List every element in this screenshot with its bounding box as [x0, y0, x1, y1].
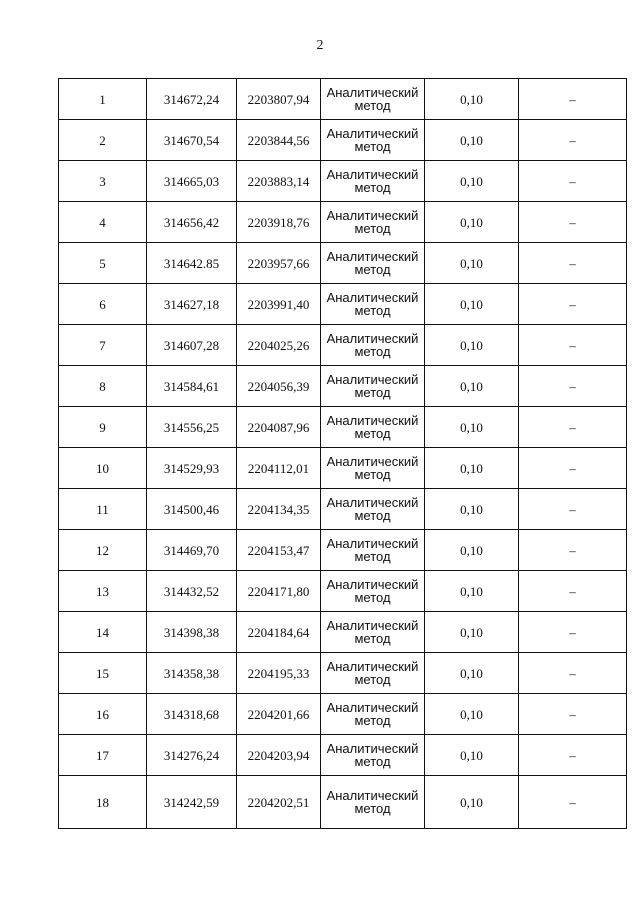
method-cell — [321, 407, 425, 448]
method-cell — [321, 79, 425, 120]
x-coordinate-cell: 314670,54 — [147, 120, 237, 161]
x-coordinate-cell: 314672,24 — [147, 79, 237, 120]
table-row — [59, 284, 627, 325]
x-coordinate-cell: 314584,61 — [147, 366, 237, 407]
point-number-cell: 17 — [59, 735, 147, 776]
method-text-line: метод — [354, 590, 391, 605]
x-coordinate-cell: 314318,68 — [147, 694, 237, 735]
point-number-cell: 10 — [59, 448, 147, 489]
y-coordinate-cell: 2203918,76 — [237, 202, 321, 243]
table-row — [59, 79, 627, 120]
table-row — [59, 530, 627, 571]
method-text-line: Аналитический — [326, 659, 419, 674]
method-text-line: метод — [354, 631, 391, 646]
accuracy-cell: 0,10 — [425, 407, 519, 448]
x-coordinate-cell: 314398,38 — [147, 612, 237, 653]
accuracy-cell: 0,10 — [425, 653, 519, 694]
point-number-cell: 3 — [59, 161, 147, 202]
x-coordinate-cell: 314607,28 — [147, 325, 237, 366]
accuracy-cell: 0,10 — [425, 79, 519, 120]
method-text-line: метод — [354, 385, 391, 400]
point-number-cell: 15 — [59, 653, 147, 694]
y-coordinate-cell: 2204184,64 — [237, 612, 321, 653]
accuracy-cell: 0,10 — [425, 776, 519, 829]
method-text-line: Аналитический — [326, 741, 419, 756]
table-row — [59, 120, 627, 161]
point-number-cell: 16 — [59, 694, 147, 735]
x-coordinate-cell: 314358,38 — [147, 653, 237, 694]
x-coordinate-cell: 314469,70 — [147, 530, 237, 571]
method-text-line: Аналитический — [326, 167, 419, 182]
y-coordinate-cell: 2204203,94 — [237, 735, 321, 776]
point-number-cell: 5 — [59, 243, 147, 284]
accuracy-cell: 0,10 — [425, 448, 519, 489]
y-coordinate-cell: 2204056,39 — [237, 366, 321, 407]
method-text-line: Аналитический — [326, 249, 419, 264]
note-cell: – — [519, 776, 627, 829]
note-cell: – — [519, 79, 627, 120]
method-cell — [321, 325, 425, 366]
method-text-line: Аналитический — [326, 290, 419, 305]
method-text-line: Аналитический — [326, 126, 419, 141]
note-cell: – — [519, 653, 627, 694]
method-text-line: метод — [354, 303, 391, 318]
page-number: 2 — [316, 38, 324, 53]
x-coordinate-cell: 314665,03 — [147, 161, 237, 202]
method-text-line: Аналитический — [326, 331, 419, 346]
method-text-line: метод — [354, 344, 391, 359]
point-number-cell: 9 — [59, 407, 147, 448]
point-number-cell: 2 — [59, 120, 147, 161]
y-coordinate-cell: 2203807,94 — [237, 79, 321, 120]
y-coordinate-cell: 2204134,35 — [237, 489, 321, 530]
table-row — [59, 243, 627, 284]
note-cell: – — [519, 612, 627, 653]
note-cell: – — [519, 243, 627, 284]
method-cell — [321, 243, 425, 284]
table-row — [59, 694, 627, 735]
method-text-line: метод — [354, 508, 391, 523]
note-cell: – — [519, 366, 627, 407]
method-text-line: метод — [354, 98, 391, 113]
accuracy-cell: 0,10 — [425, 571, 519, 612]
method-cell — [321, 284, 425, 325]
accuracy-cell: 0,10 — [425, 694, 519, 735]
method-cell — [321, 735, 425, 776]
method-text-line: Аналитический — [326, 788, 419, 803]
method-cell — [321, 530, 425, 571]
x-coordinate-cell: 314242,59 — [147, 776, 237, 829]
method-text-line: Аналитический — [326, 700, 419, 715]
method-text-line: Аналитический — [326, 85, 419, 100]
method-text-line: метод — [354, 426, 391, 441]
accuracy-cell: 0,10 — [425, 202, 519, 243]
accuracy-cell: 0,10 — [425, 284, 519, 325]
note-cell: – — [519, 694, 627, 735]
accuracy-cell: 0,10 — [425, 530, 519, 571]
point-number-cell: 8 — [59, 366, 147, 407]
x-coordinate-cell: 314642.85 — [147, 243, 237, 284]
method-cell — [321, 448, 425, 489]
method-cell — [321, 653, 425, 694]
y-coordinate-cell: 2204171,80 — [237, 571, 321, 612]
method-text-line: Аналитический — [326, 208, 419, 223]
note-cell: – — [519, 284, 627, 325]
x-coordinate-cell: 314529,93 — [147, 448, 237, 489]
point-number-cell: 7 — [59, 325, 147, 366]
method-text-line: метод — [354, 221, 391, 236]
method-text-line: Аналитический — [326, 372, 419, 387]
x-coordinate-cell: 314656,42 — [147, 202, 237, 243]
table-row — [59, 612, 627, 653]
y-coordinate-cell: 2204153,47 — [237, 530, 321, 571]
accuracy-cell: 0,10 — [425, 120, 519, 161]
method-cell — [321, 120, 425, 161]
y-coordinate-cell: 2203991,40 — [237, 284, 321, 325]
note-cell: – — [519, 530, 627, 571]
method-text-line: метод — [354, 713, 391, 728]
table-row — [59, 202, 627, 243]
y-coordinate-cell: 2204202,51 — [237, 776, 321, 829]
method-cell — [321, 489, 425, 530]
accuracy-cell: 0,10 — [425, 325, 519, 366]
x-coordinate-cell: 314627,18 — [147, 284, 237, 325]
y-coordinate-cell: 2204112,01 — [237, 448, 321, 489]
note-cell: – — [519, 735, 627, 776]
table-row — [59, 325, 627, 366]
point-number-cell: 18 — [59, 776, 147, 829]
note-cell: – — [519, 120, 627, 161]
point-number-cell: 12 — [59, 530, 147, 571]
point-number-cell: 13 — [59, 571, 147, 612]
point-number-cell: 1 — [59, 79, 147, 120]
accuracy-cell: 0,10 — [425, 366, 519, 407]
table-row — [59, 407, 627, 448]
x-coordinate-cell: 314500,46 — [147, 489, 237, 530]
point-number-cell: 11 — [59, 489, 147, 530]
y-coordinate-cell: 2204201,66 — [237, 694, 321, 735]
method-text-line: Аналитический — [326, 618, 419, 633]
note-cell: – — [519, 161, 627, 202]
note-cell: – — [519, 448, 627, 489]
accuracy-cell: 0,10 — [425, 161, 519, 202]
note-cell: – — [519, 571, 627, 612]
table-row — [59, 161, 627, 202]
note-cell: – — [519, 325, 627, 366]
method-text-line: Аналитический — [326, 413, 419, 428]
method-cell — [321, 571, 425, 612]
method-text-line: Аналитический — [326, 536, 419, 551]
method-text-line: метод — [354, 672, 391, 687]
method-text-line: метод — [354, 139, 391, 154]
y-coordinate-cell: 2204195,33 — [237, 653, 321, 694]
method-cell — [321, 612, 425, 653]
coordinates-table — [58, 78, 627, 829]
method-text-line: метод — [354, 180, 391, 195]
method-text-line: метод — [354, 262, 391, 277]
y-coordinate-cell: 2203957,66 — [237, 243, 321, 284]
table-row — [59, 653, 627, 694]
method-text-line: метод — [354, 801, 391, 816]
accuracy-cell: 0,10 — [425, 735, 519, 776]
method-cell — [321, 161, 425, 202]
point-number-cell: 14 — [59, 612, 147, 653]
x-coordinate-cell: 314432,52 — [147, 571, 237, 612]
table-row — [59, 735, 627, 776]
table-row — [59, 448, 627, 489]
note-cell: – — [519, 489, 627, 530]
accuracy-cell: 0,10 — [425, 489, 519, 530]
method-text-line: Аналитический — [326, 454, 419, 469]
x-coordinate-cell: 314556,25 — [147, 407, 237, 448]
note-cell: – — [519, 202, 627, 243]
x-coordinate-cell: 314276,24 — [147, 735, 237, 776]
accuracy-cell: 0,10 — [425, 243, 519, 284]
y-coordinate-cell: 2204087,96 — [237, 407, 321, 448]
method-text-line: Аналитический — [326, 495, 419, 510]
table-row — [59, 366, 627, 407]
method-text-line: Аналитический — [326, 577, 419, 592]
y-coordinate-cell: 2203844,56 — [237, 120, 321, 161]
y-coordinate-cell: 2204025,26 — [237, 325, 321, 366]
table-row — [59, 776, 627, 829]
table-row — [59, 489, 627, 530]
method-cell — [321, 366, 425, 407]
accuracy-cell: 0,10 — [425, 612, 519, 653]
method-text-line: метод — [354, 549, 391, 564]
y-coordinate-cell: 2203883,14 — [237, 161, 321, 202]
method-cell — [321, 694, 425, 735]
method-text-line: метод — [354, 754, 391, 769]
method-text-line: метод — [354, 467, 391, 482]
method-cell — [321, 202, 425, 243]
point-number-cell: 4 — [59, 202, 147, 243]
note-cell: – — [519, 407, 627, 448]
point-number-cell: 6 — [59, 284, 147, 325]
table-row — [59, 571, 627, 612]
method-cell — [321, 776, 425, 829]
